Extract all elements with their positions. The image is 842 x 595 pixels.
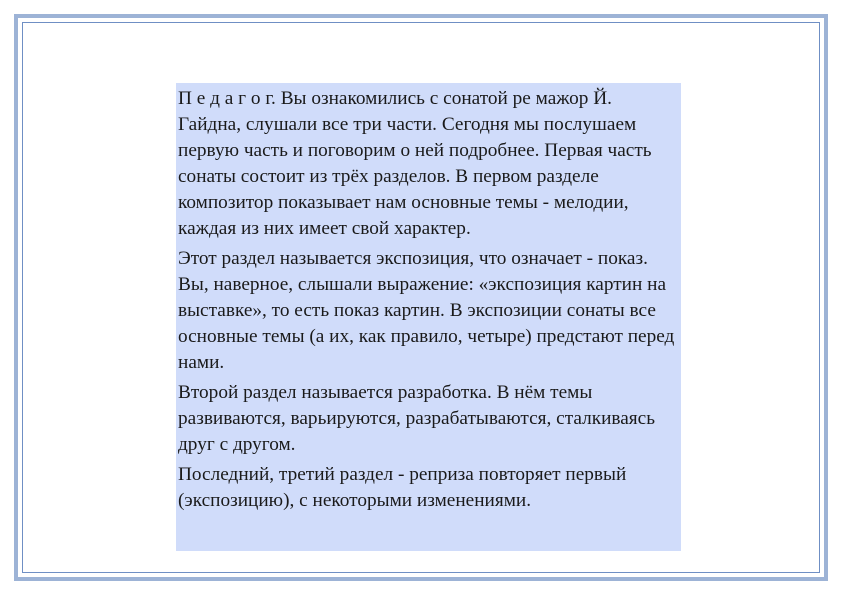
text-block	[176, 83, 681, 551]
paragraph-development: Второй раздел называется разработка. В нём темы развиваются, варьируются, разрабатываются, сталкиваясь друг с другом.	[178, 382, 656, 455]
paragraph-recapitulation: Последний, третий раздел - реприза повторяет первый (экспозицию), с некоторыми изменениями.	[178, 464, 627, 511]
paragraph-exposition: Этот раздел называется экспозиция, что означает - показ. Вы, наверное, слышали выражение: «экспозиция картин на выставке», то есть показ картин. В экспозиции сонаты все основные темы (а их, как правило, четыре) предстают перед нами.	[178, 248, 675, 373]
paragraph-intro: П е д а г о г. Вы ознакомились с сонатой ре мажор Й. Гайдна, слушали все три части. Сегодня мы послушаем первую часть и поговорим о ней подробнее. Первая часть сонаты состоит из трёх разделов. В первом разделе композитор показывает нам основные темы - мелодии, каждая из них имеет свой характер.	[178, 88, 652, 239]
